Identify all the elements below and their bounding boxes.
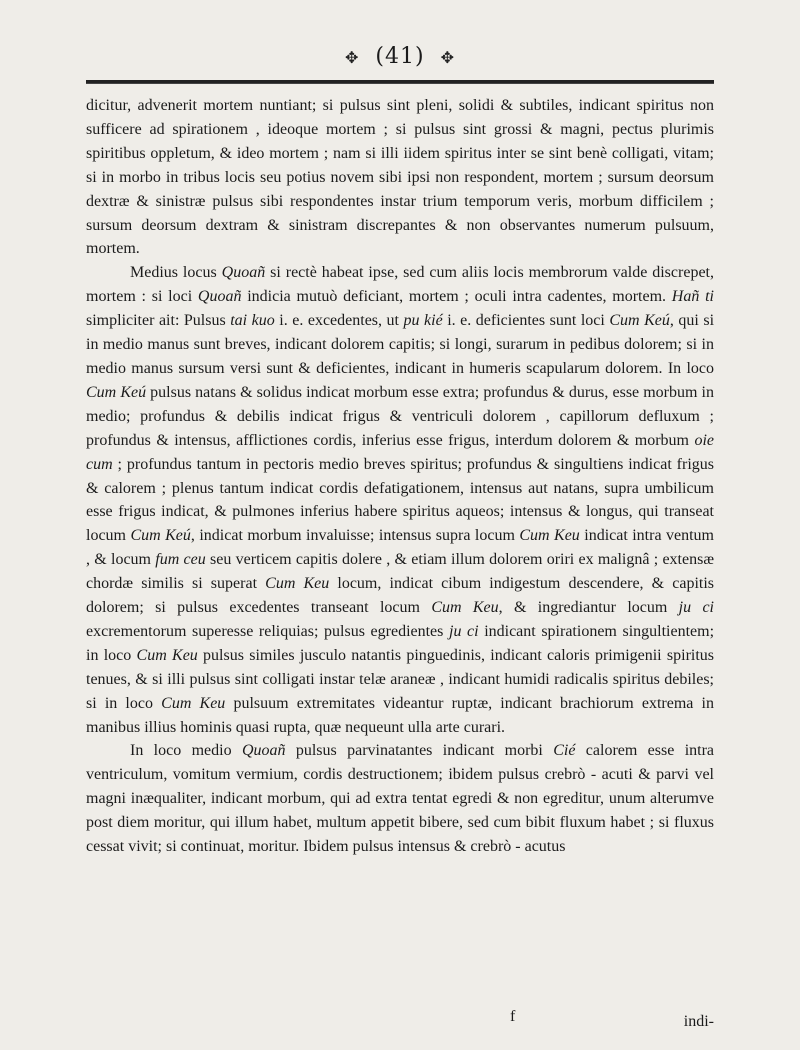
italic-term: Hañ ti bbox=[671, 288, 714, 306]
ornament-left-icon: ✥ bbox=[345, 47, 360, 67]
text-run: pulsus similes jusculo natantis pinguedinis, indicant caloris primigenii spiritus tenues, & si illi pulsus sint colligati instar telæ araneæ , indicant humidi radicalis spiritus debiles; si in loco bbox=[86, 646, 715, 712]
catchword: indi- bbox=[683, 1013, 714, 1030]
text-run: pulsuum extremitates videantur ruptæ, indicant brachiorum extrema in manibus illius hominis quasi rupta, quæ nequeunt ulla arte curari. bbox=[86, 694, 715, 736]
text-run: calorem esse intra ventriculum, vomitum vermium, cordis destructionem; ibidem pulsus crebrò - acuti & parvi vel magni inæqualiter, indicant morbum, qui ad extra tentat egredi & non egreditur, unum alterumve post diem moritur, qui illum habet, multum appetit bibere, sed cum bibit fluxum habet ; si fluxus cessat vivit; si continuat, moritur. Ibidem pulsus intensus & crebrò - acutus bbox=[86, 742, 715, 856]
text-run: , qui si in medio manus sunt breves, indicant dolorem capitis; si longi, surarum in pedibus dolorem; si in medio manus sursum versi sunt & deficientes, indicant in humeris scapularum dolorem. In loco bbox=[86, 312, 715, 377]
text-run: locum, indicat cibum indigestum descendere, & capitis dolorem; si pulsus excedentes transeant locum bbox=[86, 575, 715, 617]
italic-term: ju ci bbox=[449, 622, 479, 640]
text-run: indicia mutuò deficiant, mortem ; oculi intra cadentes, mortem. bbox=[241, 288, 672, 306]
text-run: , indicat morbum invaluisse; intensus supra locum bbox=[190, 527, 520, 545]
text-run: ; profundus tantum in pectoris medio breves spiritus; profundus & singultiens indicat frigus & calorem ; plenus tantum indicat cordis defatigationem, intensus aut natans, supra umbilicum esse frigus indicat, & pulmones inferius habere spiritus aqueos; intensus & longus, qui transeat locum bbox=[86, 455, 714, 545]
text-run: dicitur, advenerit mortem nuntiant; si pulsus sint pleni, solidi & subtiles, indicant spiritus non sufficere ad spirationem , ideoque mortem ; si pulsus sint grossi & magni, pectus plurimis spiritibus oppletum, & ideo mortem ; nam si illi iidem spiritus inter se sint benè colligati, vitam; si in morbo in tribus locis seu potius novem sibi ipsi non respondent, mortem ; sursum deorsum dextræ & sinistræ pulsus sibi respondentes instar trium temporum veris, morbum difficilem ; sursum deorsum dextram & sinistram discrepantes & non observantes numerum pulsuum, mortem. bbox=[86, 97, 714, 258]
italic-term: Cum Keu bbox=[519, 527, 580, 545]
italic-term: Cum Keú bbox=[86, 383, 147, 401]
text-run: seu verticem capitis dolere , & etiam illum dolorem oriri ex malignâ ; extensæ chordæ similis si superat bbox=[86, 551, 714, 593]
text-run: i. e. excedentes, ut bbox=[274, 312, 404, 330]
paragraph bbox=[86, 739, 714, 859]
italic-term: pu kié bbox=[403, 312, 443, 330]
italic-term: Cum Keu bbox=[431, 599, 499, 617]
text-run: si rectè habeat ipse, sed cum aliis locis membrorum valde discrepet, mortem : si loci bbox=[86, 264, 714, 306]
paragraph bbox=[86, 94, 714, 261]
text-run: indicat intra ventum , & locum bbox=[86, 527, 714, 569]
text-run: , & ingrediantur locum bbox=[498, 599, 679, 617]
italic-term: Quoañ bbox=[241, 742, 286, 760]
signature-mark: f bbox=[510, 1008, 516, 1025]
text-run: i. e. deficientes sunt loci bbox=[442, 312, 610, 330]
ornament-right-icon: ✥ bbox=[440, 47, 455, 67]
italic-term: oie cum bbox=[86, 431, 714, 473]
italic-term: Cum Keu bbox=[265, 575, 330, 593]
text-run: Medius locus bbox=[130, 264, 222, 282]
header-rule bbox=[86, 80, 714, 84]
italic-term: Cum Keú bbox=[130, 527, 191, 545]
text-run: pulsus natans & solidus indicat morbum esse extra; profundus & durus, esse morbum in medio; profundus & debilis indicat frigus & ventriculi dolorem , capillorum defluxum ; profundus & intensus, afflictiones cordis, inferius esse frigus, interdum dolorem & morbum bbox=[86, 383, 714, 449]
text-run: indicant spirationem singultientem; in loco bbox=[86, 622, 715, 664]
italic-term: ju ci bbox=[678, 599, 714, 617]
italic-term: Cum Keu bbox=[161, 694, 226, 712]
italic-term: Cié bbox=[553, 742, 576, 760]
body-text bbox=[86, 94, 714, 859]
text-run: excrementorum superesse reliquias; pulsus egredientes bbox=[86, 622, 449, 640]
italic-term: Cum Keu bbox=[136, 646, 198, 664]
italic-term: Cum Keú bbox=[609, 312, 670, 330]
italic-term: Quoañ bbox=[197, 288, 242, 306]
italic-term: Quoañ bbox=[221, 264, 266, 282]
paragraph bbox=[86, 261, 714, 739]
text-run: simpliciter ait: Pulsus bbox=[86, 312, 231, 330]
text-run: pulsus parvinatantes indicant morbi bbox=[285, 742, 554, 760]
text-run: In loco medio bbox=[130, 742, 242, 760]
page-footer bbox=[86, 1008, 714, 1034]
italic-term: tai kuo bbox=[230, 312, 275, 330]
page-header bbox=[0, 44, 800, 69]
italic-term: fum ceu bbox=[155, 551, 206, 569]
page-number: (41) bbox=[375, 44, 425, 69]
